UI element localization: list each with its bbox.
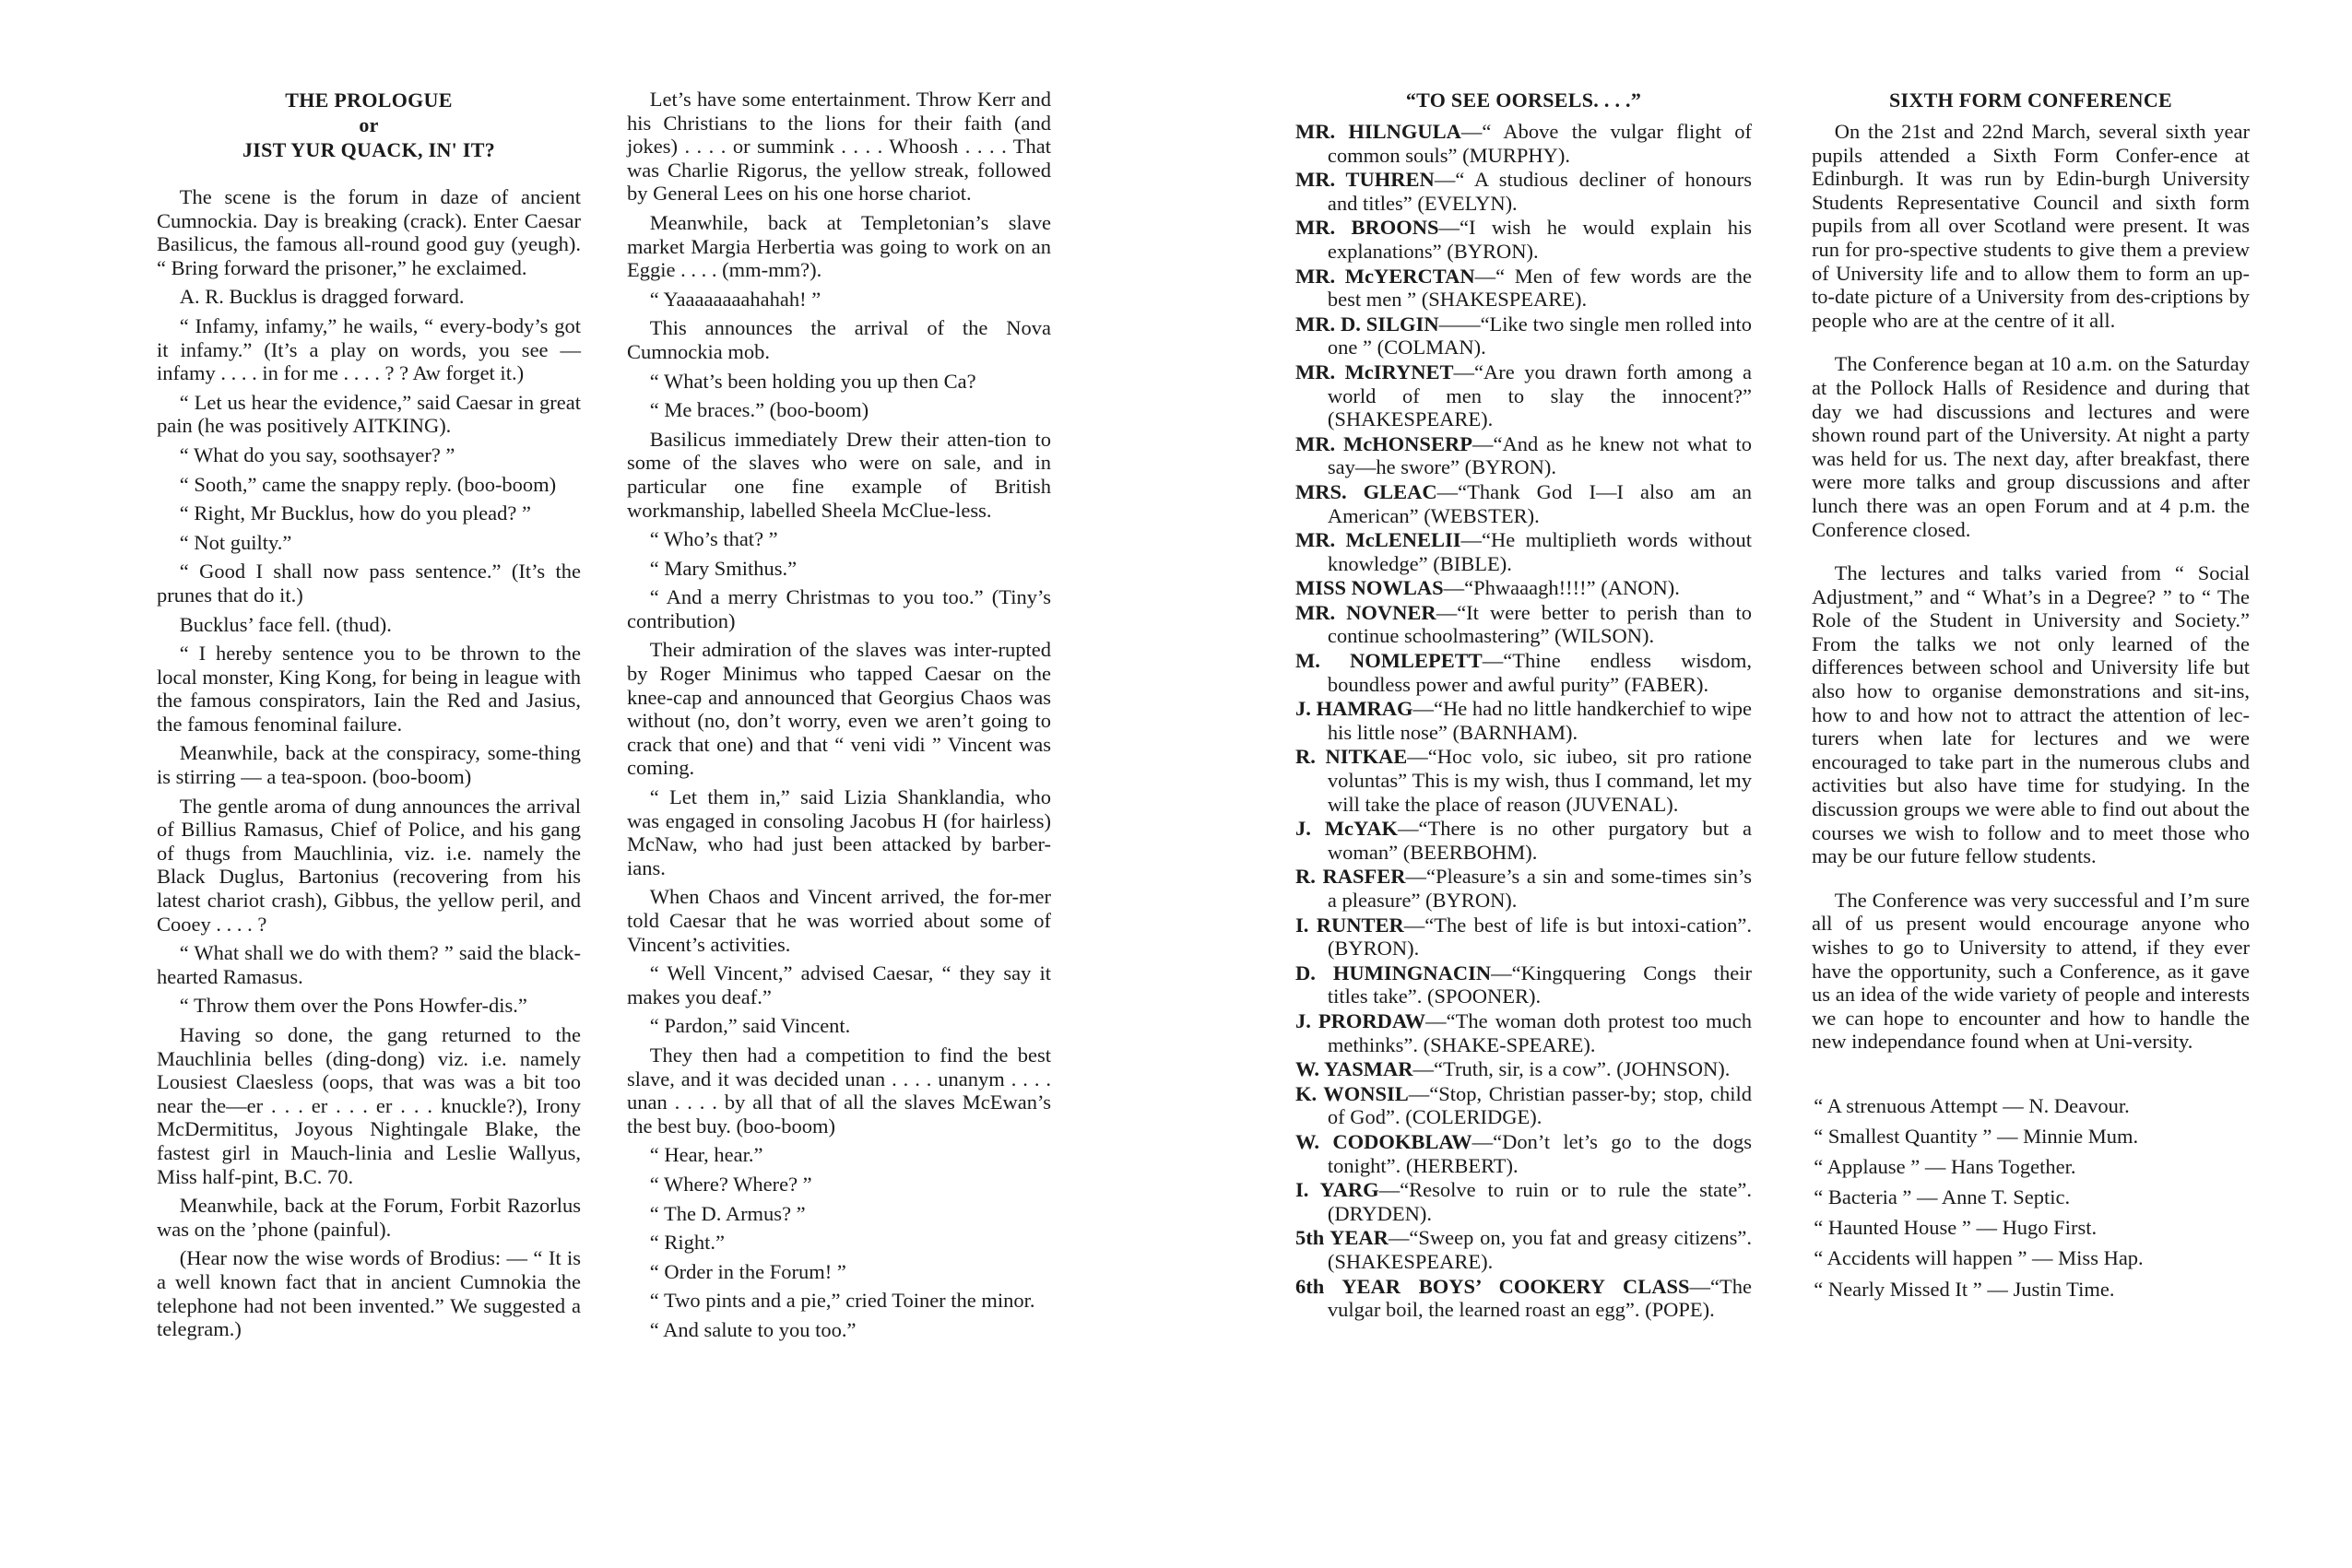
quote-entry (1295, 1009, 1752, 1056)
quote-text: —“It were better to perish than to continue schoolmastering” (WILSON). (1327, 600, 1752, 648)
quote-text: —“The woman doth protest too much methinks”. (SHAKE-SPEARE). (1327, 1008, 1752, 1056)
quote-text: —“Don’t let’s go to the dogs tonight”. (HERBERT). (1327, 1129, 1752, 1177)
quote-entry (1295, 865, 1752, 912)
quote-entry (1295, 216, 1752, 263)
prologue-paragraph: “ What do you say, soothsayer? ” (179, 442, 455, 466)
adages-list (1812, 1094, 2250, 1301)
teacher-name: MR. NOVNER (1295, 600, 1436, 624)
prologue-paragraph: “ Let them in,” said Lizia Shanklandia, who was engaged in consoling Jacobus H (for hairless) McNaw, who had just been attacked by barber-ians. (627, 785, 1051, 879)
teacher-name: D. HUMINGNACIN (1295, 961, 1492, 984)
quote-text: —“There is no other purgatory but a woman” (BEERBOHM). (1327, 817, 1752, 864)
quote-entry (1295, 914, 1752, 961)
prologue-paragraph: “ Who’s that? ” (649, 527, 778, 551)
teacher-name: MRS. GLEAC (1295, 479, 1437, 503)
quote-text: —“Thank God I—I also am an American” (WEBSTER). (1327, 479, 1752, 527)
teacher-name: J. HAMRAG (1295, 697, 1413, 721)
teacher-name: R. NITKAE (1295, 745, 1408, 769)
quote-text: —“He multiplieth words without knowledge” (BIBLE). (1327, 528, 1753, 575)
conference-title: SIXTH FORM CONFERENCE (1889, 88, 2172, 112)
prologue-paragraph: The scene is the forum in daze of ancient Cumnockia. Day is breaking (crack). Enter Caesar Basilicus, the famous all-round good guy (yeugh). “ Bring forward the prisoner,” he exclaimed. (157, 185, 581, 279)
prologue-paragraph: “ Where? Where? ” (649, 1172, 812, 1196)
prologue-paragraph: “ Sooth,” came the snappy reply. (boo-boom) (179, 472, 557, 496)
teacher-name: MR. TUHREN (1295, 168, 1435, 192)
prologue-paragraph: “ What’s been holding you up then Ca? (649, 369, 976, 393)
quote-text: —“Stop, Christian passer-by; stop, child of God”. (COLERIDGE). (1327, 1081, 1752, 1129)
teacher-name: MR. BROONS (1295, 216, 1439, 240)
prologue-paragraph: “ Two pints and a pie,” cried Toiner the minor. (649, 1289, 1035, 1313)
quote-entry (1295, 961, 1752, 1008)
quote-text: —“He had no little handkerchief to wipe his little nose” (BARNHAM). (1327, 697, 1752, 744)
teacher-name: MR. McIRYNET (1295, 360, 1454, 383)
prologue-paragraph: Meanwhile, back at the conspiracy, some-thing is stirring — a tea-spoon. (boo-boom) (157, 741, 581, 789)
prologue-paragraph: When Chaos and Vincent arrived, the for-mer told Caesar that he was worried about some of Vincent’s activities. (627, 885, 1051, 956)
quote-entry (1295, 120, 1752, 167)
teacher-name: W. YASMAR (1295, 1057, 1413, 1081)
quote-entry (1295, 1178, 1752, 1225)
prologue-paragraph: Their admiration of the slaves was inter-rupted by Roger Minimus who tapped Caesar on the knee-cap and announced that Georgius Chaos was without (no, don’t worry, even we aren’t going to crack that one) and that “ veni vidi ” Vincent was coming. (627, 638, 1051, 780)
quote-entry (1295, 432, 1752, 479)
quote-entry (1295, 265, 1752, 312)
quote-entry (1295, 1130, 1752, 1177)
quote-text: —“Pleasure’s a sin and some-times sin’s a pleasure” (BYRON). (1327, 865, 1752, 912)
quote-text: —“Truth, sir, is a cow”. (JOHNSON). (1412, 1057, 1731, 1081)
prologue-paragraph: “ And salute to you too.” (649, 1317, 857, 1341)
adage-line: “ Accidents will happen ” — Miss Hap. (1814, 1246, 2144, 1270)
teacher-name: 6th YEAR BOYS’ COOKERY CLASS (1295, 1274, 1690, 1298)
prologue-title-line: THE PROLOGUE (285, 88, 453, 112)
conference-body (1812, 120, 2250, 1054)
quote-entry (1295, 697, 1752, 744)
prologue-paragraph: “ Mary Smithus.” (649, 556, 798, 580)
prologue-paragraph: “ What shall we do with them? ” said the black-hearted Ramasus. (157, 941, 581, 988)
quote-text: —“Resolve to ruin or to rule the state”. (DRYDEN). (1327, 1178, 1752, 1225)
prologue-paragraph: “ Throw them over the Pons Howfer-dis.” (179, 994, 527, 1018)
adage-line: “ Applause ” — Hans Together. (1814, 1155, 2076, 1179)
prologue-body-continued (627, 88, 1051, 1342)
prologue-paragraph: (Hear now the wise words of Brodius: — “ It is a well known fact that in ancient Cumnokia the telephone had not been invented.” We suggested a telegram.) (157, 1246, 581, 1341)
quote-entry (1295, 1275, 1752, 1322)
prologue-paragraph: Bucklus’ face fell. (thud). (179, 612, 392, 636)
prologue-paragraph: Meanwhile, back at the Forum, Forbit Razorlus was on the ’phone (painful). (157, 1194, 581, 1241)
quote-text: —“ A studious decliner of honours and titles” (EVELYN). (1327, 168, 1752, 215)
quote-text: —“Phwaaagh!!!!” (ANON). (1443, 576, 1680, 600)
prologue-body (157, 185, 581, 1341)
quote-entry (1295, 168, 1752, 215)
prologue-paragraph: Having so done, the gang returned to the Mauchlinia belles (ding-dong) viz. i.e. namely Lousiest Claesless (oops, that was was a bit too near the—er . . . er . . . er . . . knuckle?), Irony McDermititus, Joyous Nightingale Blake, the fastest girl in Mauch-linia and Leslie Wallyus, Miss half-pint, B.C. 70. (157, 1023, 581, 1188)
conference-paragraph: The Conference began at 10 a.m. on the Saturday at the Pollock Halls of Residence and during that day we had discussions and lectures and were shown round part of the University. At night a party was held for us. The next day, after breakfast, there were more talks and group discussions and after lunch there was an open Forum and at 4 p.m. the Conference closed. (1812, 352, 2250, 541)
teacher-name: I. YARG (1295, 1178, 1379, 1202)
conference-paragraph: The lectures and talks varied from “ Social Adjustment,” and “ What’s in a Degree? ” to “ The Role of the Student in University and Society.” From the talks we not only learned of the differences between school and University life but also how to organise demonstrations and sit-ins, how to and how not to attract the attention of lec-turers when late for lectures and we were encouraged to take part in the numerous clubs and activities but also have time for studying. In the discussion groups we were able to find out about the courses we wish to follow and to meet those who may be our future fellow students. (1812, 561, 2250, 868)
quote-text: —“Kingquering Congs their titles take”. (SPOONER). (1327, 961, 1752, 1008)
prologue-paragraph: Let’s have some entertainment. Throw Kerr and his Christians to the lions for their faith (and jokes) . . . . or summink . . . . Whoosh . . . . That was Charlie Rigorus, the yellow streak, followed by General Lees on his one horse chariot. (627, 88, 1051, 206)
quote-entry (1295, 480, 1752, 527)
quote-text: —“ Above the vulgar flight of common souls” (MURPHY). (1327, 120, 1752, 167)
teacher-name: MR. McYERCTAN (1295, 264, 1475, 288)
prologue-title-line: JIST YUR QUACK, IN' IT? (242, 138, 495, 161)
prologue-paragraph: Basilicus immediately Drew their atten-tion to some of the slaves who were on sale, and in particular one fine example of British workmanship, labelled Sheela McClue-less. (627, 427, 1051, 522)
quote-text: —“Sweep on, you fat and greasy citizens”. (SHAKESPEARE). (1327, 1226, 1752, 1273)
quote-entry (1295, 745, 1752, 816)
prologue-paragraph: “ Hear, hear.” (649, 1143, 763, 1167)
adage-line: “ Nearly Missed It ” — Justin Time. (1814, 1277, 2115, 1301)
quote-text: —“Thine endless wisdom, boundless power and awful purity” (FABER). (1327, 649, 1752, 696)
prologue-paragraph: This announces the arrival of the Nova Cumnockia mob. (627, 316, 1051, 363)
quote-text: —“The best of life is but intoxi-cation”. (BYRON). (1327, 913, 1752, 961)
prologue-paragraph: “ And a merry Christmas to you too.” (Tiny’s contribution) (627, 585, 1051, 632)
teacher-name: MR. D. SILGIN (1295, 312, 1439, 336)
quote-entry (1295, 649, 1752, 696)
prologue-paragraph: “ I hereby sentence you to be thrown to the local monster, King Kong, for being in league with the famous conspirators, Iain the Red and Jasius, the famous fenominal failure. (157, 642, 581, 736)
quote-text: —“ Men of few words are the best men ” (SHAKESPEARE). (1327, 264, 1752, 312)
quote-entry (1295, 576, 1752, 600)
teacher-name: W. CODOKBLAW (1295, 1129, 1472, 1153)
teacher-name: R. RASFER (1295, 865, 1406, 889)
prologue-paragraph: “ Let us hear the evidence,” said Caesar in great pain (he was positively AITKING). (157, 390, 581, 438)
quote-text: —“And as he knew not what to say—he swore” (BYRON). (1327, 431, 1752, 479)
quote-entry (1295, 817, 1752, 864)
prologue-paragraph: The gentle aroma of dung announces the arrival of Billius Ramasus, Chief of Police, and his gang of thugs from Mauchlinia, viz. i.e. namely the Black Duglus, Bartonius (recovering from his latest chariot crash), Gibbus, the yellow peril, and Cooey . . . . ? (157, 794, 581, 936)
prologue-title-line: or (359, 113, 379, 136)
teacher-name: MISS NOWLAS (1295, 576, 1444, 600)
prologue-paragraph: “ Infamy, infamy,” he wails, “ every-body’s got it infamy.” (It’s a play on words, you see — infamy . . . . in for me . . . . ? ? Aw forget it.) (157, 313, 581, 385)
quote-text: —“I wish he would explain his explanations” (BYRON). (1327, 216, 1752, 263)
quote-text: —“Are you drawn forth among a world of men to slay the innocent?” (SHAKESPEARE). (1327, 360, 1753, 431)
adage-line: “ A strenuous Attempt — N. Deavour. (1814, 1093, 2130, 1117)
prologue-paragraph: They then had a competition to find the best slave, and it was decided unan . . . . unanym . . . . unan . . . . by all that of all the slaves McEwan’s the best buy. (boo-boom) (627, 1043, 1051, 1138)
conference-paragraph: The Conference was very successful and I’m sure all of us present would encourage anyone who wishes to go to University to attend, if they ever have the opportunity, such a Conference, as it gave us an idea of the wide variety of people and interests we can hope to encounter and how to handle the new independance found when at Uni-versity. (1812, 888, 2250, 1054)
prologue-paragraph: “ Yaaaaaaaahahah! ” (649, 287, 821, 311)
teacher-name: M. NOMLEPETT (1295, 649, 1483, 673)
teacher-name: K. WONSIL (1295, 1081, 1409, 1105)
quote-entry (1295, 1057, 1752, 1081)
oorsels-list (1295, 120, 1752, 1322)
adage-line: “ Smallest Quantity ” — Minnie Mum. (1814, 1125, 2139, 1149)
adage-line: “ Bacteria ” — Anne T. Septic. (1814, 1185, 2071, 1209)
prologue-paragraph: “ Pardon,” said Vincent. (649, 1014, 851, 1038)
prologue-paragraph: “ Good I shall now pass sentence.” (It’s the prunes that do it.) (157, 560, 581, 607)
teacher-name: MR. HILNGULA (1295, 120, 1461, 143)
quote-entry (1295, 1226, 1752, 1273)
prologue-paragraph: Meanwhile, back at Templetonian’s slave market Margia Herbertia was going to work on an Eggie . . . . (mm-mm?). (627, 210, 1051, 282)
adage-line: “ Haunted House ” — Hugo First. (1814, 1216, 2098, 1240)
teacher-name: 5th YEAR (1295, 1226, 1389, 1250)
conference-paragraph: On the 21st and 22nd March, several sixth year pupils attended a Sixth Form Confer-ence at Edinburgh. It was run by Edin-burgh University Students Representative Council and sixth form pupils from all over Scotland were present. It was run for pro-spective students to give them a preview of University life and to allow them to form an up-to-date picture of a University from des-criptions by people who are at the centre of it all. (1812, 120, 2250, 332)
conference-column (1812, 88, 2250, 1308)
oorsels-column (1295, 88, 1752, 1323)
teacher-name: MR. McLENELII (1295, 528, 1461, 552)
oorsels-title: “TO SEE OORSELS. . . .” (1405, 88, 1642, 112)
prologue-paragraph: “ Right, Mr Bucklus, how do you plead? ” (179, 501, 531, 525)
teacher-name: MR. McHONSERP (1295, 431, 1472, 455)
prologue-paragraph: “ Me braces.” (boo-boom) (649, 398, 869, 422)
teacher-name: J. McYAK (1295, 817, 1398, 841)
quote-text: —“The vulgar boil, the learned roast an egg”. (POPE). (1327, 1274, 1752, 1322)
prologue-column-2 (627, 88, 1051, 1348)
prologue-paragraph: “ Not guilty.” (179, 530, 292, 554)
prologue-paragraph: “ Well Vincent,” advised Caesar, “ they say it makes you deaf.” (627, 961, 1051, 1008)
quote-entry (1295, 528, 1752, 575)
quote-entry (1295, 312, 1752, 360)
teacher-name: J. PRORDAW (1295, 1008, 1426, 1032)
quote-text: —“Hoc volo, sic iubeo, sit pro ratione voluntas” This is my wish, thus I command, let my will take the place of reason (JUVENAL). (1327, 745, 1752, 816)
prologue-paragraph: A. R. Bucklus is dragged forward. (179, 285, 465, 309)
prologue-column-1 (157, 88, 581, 1347)
quote-text: ——“Like two single men rolled into one ” (COLMAN). (1327, 312, 1752, 360)
prologue-title (157, 88, 581, 162)
quote-entry (1295, 1082, 1752, 1129)
quote-entry (1295, 360, 1752, 431)
prologue-paragraph: “ Order in the Forum! ” (649, 1259, 846, 1283)
prologue-paragraph: “ The D. Armus? ” (649, 1201, 806, 1225)
quote-entry (1295, 601, 1752, 648)
prologue-paragraph: “ Right.” (649, 1231, 725, 1255)
teacher-name: I. RUNTER (1295, 913, 1404, 937)
